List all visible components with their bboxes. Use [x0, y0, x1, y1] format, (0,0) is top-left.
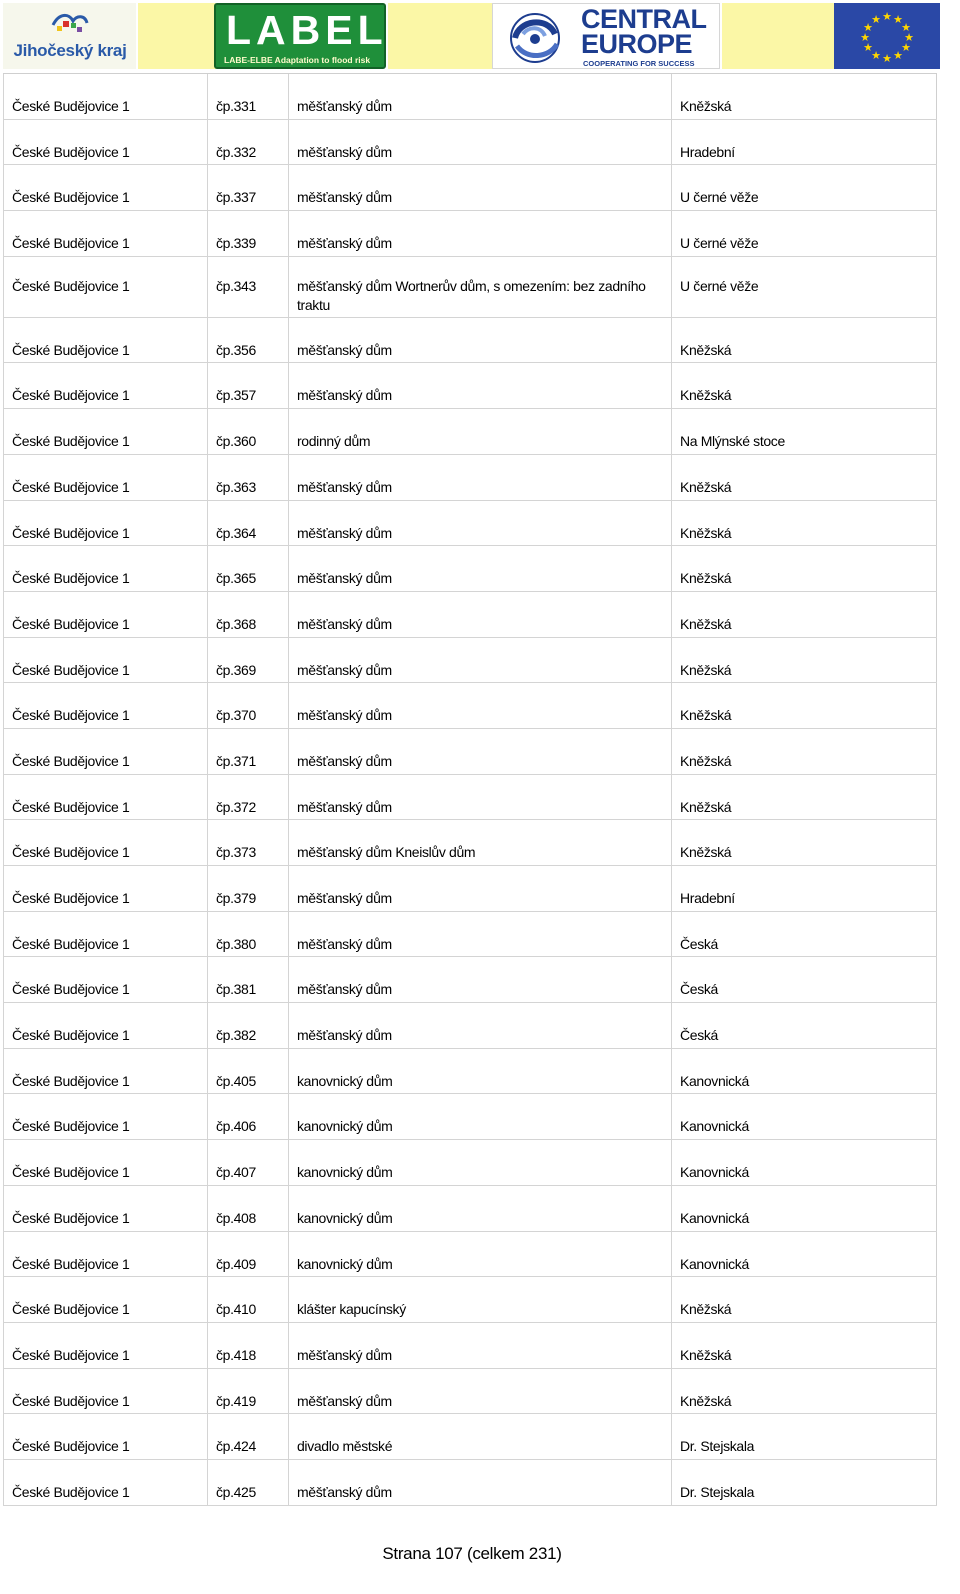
municipality-cell: České Budějovice 1: [3, 1094, 208, 1139]
banner-yellow-band: [722, 3, 834, 69]
municipality-cell: České Budějovice 1: [3, 1186, 208, 1231]
description-cell: měšťanský dům: [289, 866, 672, 911]
table-row: [3, 1186, 937, 1232]
description-cell: měšťanský dům: [289, 546, 672, 591]
municipality-cell: České Budějovice 1: [3, 775, 208, 820]
description-cell: měšťanský dům: [289, 1369, 672, 1414]
street-cell: Kanovnická: [672, 1049, 937, 1094]
table-row: [3, 363, 937, 409]
municipality-cell: České Budějovice 1: [3, 501, 208, 546]
street-cell: Hradební: [672, 866, 937, 911]
table-row: [3, 546, 937, 592]
municipality-cell: České Budějovice 1: [3, 683, 208, 728]
municipality-cell: České Budějovice 1: [3, 546, 208, 591]
house-number-cell: čp.343: [208, 257, 289, 317]
street-cell: U černé věže: [672, 211, 937, 256]
house-number-cell: čp.381: [208, 957, 289, 1002]
description-cell: kanovnický dům: [289, 1232, 672, 1277]
municipality-cell: České Budějovice 1: [3, 1323, 208, 1368]
table-row: [3, 1369, 937, 1415]
street-cell: Kněžská: [672, 1277, 937, 1322]
municipality-cell: České Budějovice 1: [3, 409, 208, 454]
svg-text:★: ★: [863, 41, 873, 54]
street-cell: Kanovnická: [672, 1232, 937, 1277]
banner-yellow-band: [138, 3, 216, 69]
street-cell: Kněžská: [672, 592, 937, 637]
central-europe-text-line2: EUROPE: [581, 29, 693, 59]
table-row: [3, 1049, 937, 1095]
municipality-cell: České Budějovice 1: [3, 1460, 208, 1505]
central-europe-swirl-icon: [499, 8, 579, 66]
municipality-cell: České Budějovice 1: [3, 729, 208, 774]
street-cell: Kněžská: [672, 318, 937, 363]
house-number-cell: čp.369: [208, 638, 289, 683]
eu-flag-logo: [834, 3, 940, 69]
house-number-cell: čp.370: [208, 683, 289, 728]
municipality-cell: České Budějovice 1: [3, 866, 208, 911]
svg-text:★: ★: [871, 49, 881, 62]
description-cell: měšťanský dům: [289, 683, 672, 728]
street-cell: Kněžská: [672, 1323, 937, 1368]
municipality-cell: České Budějovice 1: [3, 211, 208, 256]
monument-table: [3, 73, 937, 1506]
svg-text:★: ★: [904, 31, 914, 44]
municipality-cell: České Budějovice 1: [3, 638, 208, 683]
street-cell: Kněžská: [672, 455, 937, 500]
house-number-cell: čp.357: [208, 363, 289, 408]
street-cell: Česká: [672, 957, 937, 1002]
house-number-cell: čp.424: [208, 1414, 289, 1459]
street-cell: Kanovnická: [672, 1140, 937, 1185]
description-cell: měšťanský dům: [289, 120, 672, 165]
description-cell: měšťanský dům Wortnerův dům, s omezením: bez zadního traktu: [289, 257, 672, 317]
banner-yellow-band: [388, 3, 492, 69]
municipality-cell: České Budějovice 1: [3, 455, 208, 500]
municipality-cell: České Budějovice 1: [3, 1277, 208, 1322]
description-cell: divadlo městské: [289, 1414, 672, 1459]
municipality-cell: České Budějovice 1: [3, 592, 208, 637]
street-cell: Kněžská: [672, 501, 937, 546]
label-project-logo: [214, 3, 386, 69]
municipality-cell: České Budějovice 1: [3, 1369, 208, 1414]
svg-text:★: ★: [882, 52, 892, 65]
description-cell: měšťanský dům: [289, 729, 672, 774]
central-europe-text-line1: CENTRAL: [581, 4, 707, 34]
table-row: [3, 1094, 937, 1140]
central-europe-tagline: COOPERATING FOR SUCCESS: [583, 59, 695, 68]
municipality-cell: České Budějovice 1: [3, 1003, 208, 1048]
table-row: [3, 775, 937, 821]
municipality-cell: České Budějovice 1: [3, 1232, 208, 1277]
eu-stars-icon: [834, 3, 940, 69]
table-row: [3, 455, 937, 501]
house-number-cell: čp.363: [208, 455, 289, 500]
street-cell: U černé věže: [672, 165, 937, 210]
street-cell: Kněžská: [672, 775, 937, 820]
description-cell: měšťanský dům Kneislův dům: [289, 820, 672, 865]
house-number-cell: čp.356: [208, 318, 289, 363]
table-row: [3, 211, 937, 257]
street-cell: Česká: [672, 912, 937, 957]
table-row: [3, 74, 937, 120]
municipality-cell: České Budějovice 1: [3, 257, 208, 317]
table-row: [3, 501, 937, 547]
house-number-cell: čp.372: [208, 775, 289, 820]
house-number-cell: čp.371: [208, 729, 289, 774]
table-row: [3, 1232, 937, 1278]
svg-text:★: ★: [863, 21, 873, 34]
street-cell: Dr. Stejskala: [672, 1414, 937, 1459]
house-number-cell: čp.419: [208, 1369, 289, 1414]
description-cell: kanovnický dům: [289, 1094, 672, 1139]
house-number-cell: čp.406: [208, 1094, 289, 1139]
house-number-cell: čp.360: [208, 409, 289, 454]
table-row: [3, 912, 937, 958]
house-number-cell: čp.368: [208, 592, 289, 637]
house-number-cell: čp.382: [208, 1003, 289, 1048]
description-cell: měšťanský dům: [289, 165, 672, 210]
municipality-cell: České Budějovice 1: [3, 1140, 208, 1185]
municipality-cell: České Budějovice 1: [3, 363, 208, 408]
municipality-cell: České Budějovice 1: [3, 820, 208, 865]
municipality-cell: České Budějovice 1: [3, 1049, 208, 1094]
description-cell: měšťanský dům: [289, 211, 672, 256]
label-logo-tagline: LABE-ELBE Adaptation to flood risk: [224, 55, 371, 65]
street-cell: Hradební: [672, 120, 937, 165]
house-number-cell: čp.408: [208, 1186, 289, 1231]
house-number-cell: čp.405: [208, 1049, 289, 1094]
street-cell: Kněžská: [672, 546, 937, 591]
street-cell: Kněžská: [672, 683, 937, 728]
house-number-cell: čp.332: [208, 120, 289, 165]
svg-text:★: ★: [901, 21, 911, 34]
house-number-cell: čp.418: [208, 1323, 289, 1368]
house-number-cell: čp.339: [208, 211, 289, 256]
description-cell: měšťanský dům: [289, 455, 672, 500]
municipality-cell: České Budějovice 1: [3, 957, 208, 1002]
table-row: [3, 866, 937, 912]
house-number-cell: čp.379: [208, 866, 289, 911]
municipality-cell: České Budějovice 1: [3, 1414, 208, 1459]
header-banner: [0, 0, 960, 72]
description-cell: měšťanský dům: [289, 912, 672, 957]
table-row: [3, 1140, 937, 1186]
table-row: [3, 1414, 937, 1460]
description-cell: měšťanský dům: [289, 1323, 672, 1368]
table-row: [3, 120, 937, 166]
description-cell: rodinný dům: [289, 409, 672, 454]
street-cell: Česká: [672, 1003, 937, 1048]
table-row: [3, 1277, 937, 1323]
table-row: [3, 592, 937, 638]
street-cell: Kněžská: [672, 638, 937, 683]
municipality-cell: České Budějovice 1: [3, 318, 208, 363]
street-cell: U černé věže: [672, 257, 937, 317]
municipality-cell: České Budějovice 1: [3, 912, 208, 957]
municipality-cell: České Budějovice 1: [3, 120, 208, 165]
description-cell: kanovnický dům: [289, 1140, 672, 1185]
house-number-cell: čp.337: [208, 165, 289, 210]
description-cell: kanovnický dům: [289, 1049, 672, 1094]
street-cell: Kněžská: [672, 363, 937, 408]
street-cell: Kněžská: [672, 74, 937, 119]
street-cell: Kněžská: [672, 729, 937, 774]
svg-text:★: ★: [882, 10, 892, 23]
description-cell: měšťanský dům: [289, 957, 672, 1002]
description-cell: klášter kapucínský: [289, 1277, 672, 1322]
table-row: [3, 820, 937, 866]
central-europe-logo: [492, 3, 720, 69]
house-number-cell: čp.409: [208, 1232, 289, 1277]
house-number-cell: čp.364: [208, 501, 289, 546]
table-row: [3, 957, 937, 1003]
description-cell: měšťanský dům: [289, 363, 672, 408]
street-cell: Dr. Stejskala: [672, 1460, 937, 1505]
jihocesky-kraj-text: Jihočeský kraj: [13, 41, 127, 60]
street-cell: Kněžská: [672, 1369, 937, 1414]
house-number-cell: čp.410: [208, 1277, 289, 1322]
street-cell: Na Mlýnské stoce: [672, 409, 937, 454]
svg-text:★: ★: [871, 13, 881, 26]
house-number-cell: čp.373: [208, 820, 289, 865]
description-cell: měšťanský dům: [289, 775, 672, 820]
jihocesky-kraj-logo: [3, 3, 136, 69]
svg-text:★: ★: [893, 13, 903, 26]
description-cell: měšťanský dům: [289, 592, 672, 637]
table-row: [3, 318, 937, 364]
table-row: [3, 729, 937, 775]
description-cell: měšťanský dům: [289, 74, 672, 119]
table-row: [3, 257, 937, 318]
description-cell: měšťanský dům: [289, 1003, 672, 1048]
house-number-cell: čp.365: [208, 546, 289, 591]
house-number-cell: čp.425: [208, 1460, 289, 1505]
table-row: [3, 1003, 937, 1049]
table-row: [3, 1323, 937, 1369]
table-row: [3, 409, 937, 455]
region-crest-icon: [51, 11, 89, 37]
house-number-cell: čp.407: [208, 1140, 289, 1185]
house-number-cell: čp.380: [208, 912, 289, 957]
svg-text:★: ★: [901, 41, 911, 54]
table-row: [3, 1460, 937, 1506]
municipality-cell: České Budějovice 1: [3, 74, 208, 119]
table-row: [3, 165, 937, 211]
street-cell: Kanovnická: [672, 1094, 937, 1139]
table-row: [3, 683, 937, 729]
description-cell: měšťanský dům: [289, 1460, 672, 1505]
table-row: [3, 638, 937, 684]
page-number: Strana 107 (celkem 231): [382, 1544, 562, 1563]
street-cell: Kanovnická: [672, 1186, 937, 1231]
description-cell: měšťanský dům: [289, 501, 672, 546]
svg-text:★: ★: [893, 49, 903, 62]
description-cell: měšťanský dům: [289, 638, 672, 683]
description-cell: kanovnický dům: [289, 1186, 672, 1231]
svg-text:★: ★: [860, 31, 870, 44]
street-cell: Kněžská: [672, 820, 937, 865]
label-logo-text: LABEL: [226, 7, 388, 53]
description-cell: měšťanský dům: [289, 318, 672, 363]
municipality-cell: České Budějovice 1: [3, 165, 208, 210]
house-number-cell: čp.331: [208, 74, 289, 119]
